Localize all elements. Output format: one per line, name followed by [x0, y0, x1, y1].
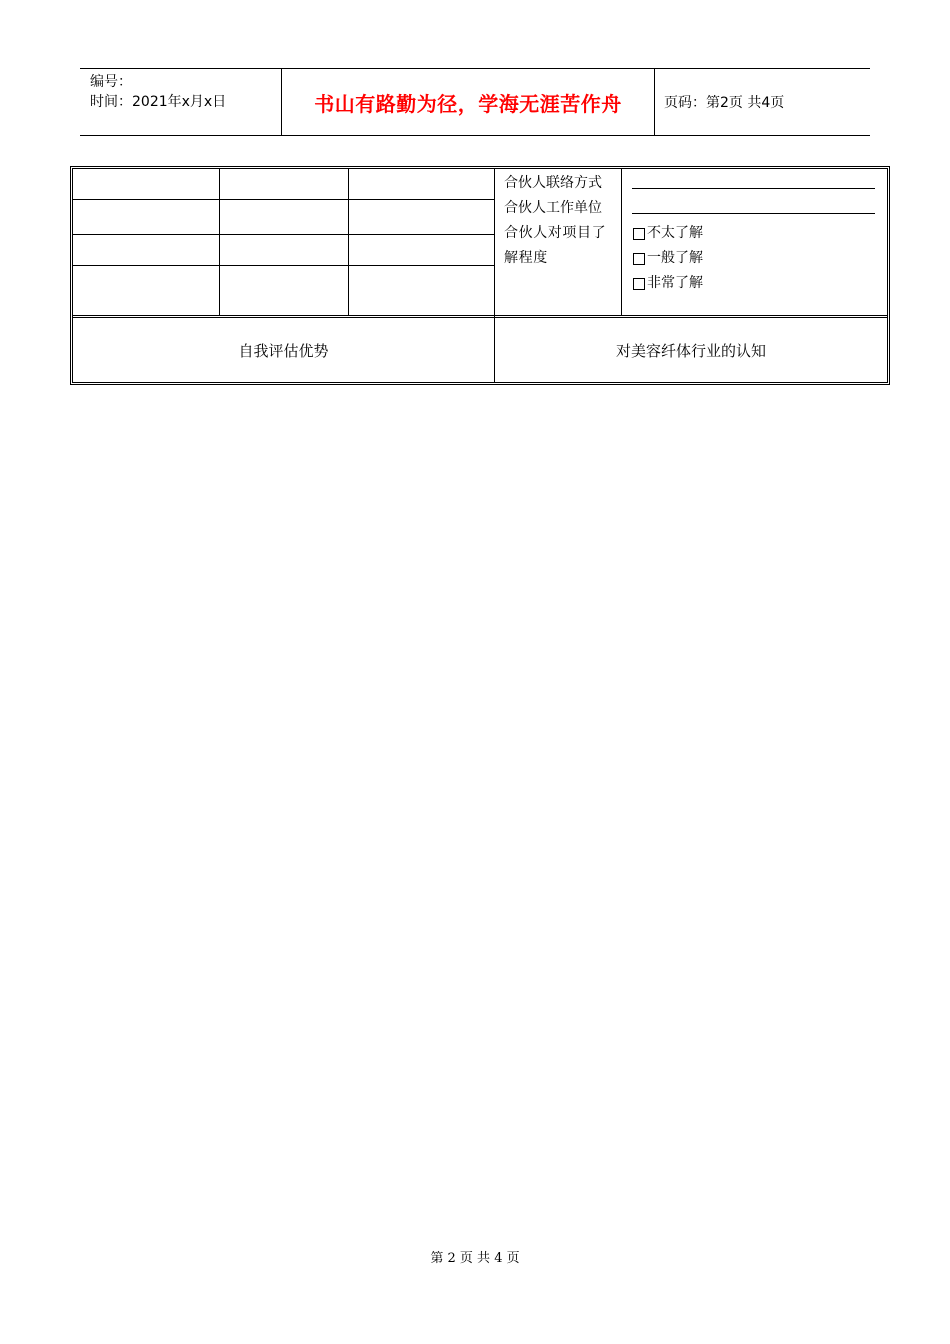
grid-col-line-4	[621, 169, 622, 315]
checkbox-icon[interactable]	[633, 253, 645, 265]
self-assessment-label: 自我评估优势	[238, 341, 329, 360]
blank-cell-r3c3[interactable]	[349, 235, 494, 265]
option-label: 非常了解	[647, 275, 703, 291]
option-somewhat-familiar[interactable]	[633, 246, 703, 271]
page-footer: 第 2 页 共 4 页	[430, 1251, 520, 1266]
page-header	[80, 68, 870, 136]
option-not-familiar[interactable]	[633, 221, 703, 246]
blank-cell-r3c1[interactable]	[73, 235, 219, 265]
checkbox-icon[interactable]	[633, 228, 645, 240]
header-page-info: 页码：第2页 共4页	[664, 95, 785, 111]
blank-cell-r4c3[interactable]	[349, 266, 494, 315]
blank-cell-r3c2[interactable]	[220, 235, 348, 265]
blank-cell-r1c1[interactable]	[73, 169, 219, 199]
blank-cell-r1c3[interactable]	[349, 169, 494, 199]
blank-cell-r2c3[interactable]	[349, 200, 494, 234]
option-label: 一般了解	[647, 250, 703, 266]
blank-cell-r4c2[interactable]	[220, 266, 348, 315]
document-number-label: 编号：	[90, 74, 132, 90]
header-left-block	[90, 72, 226, 112]
blank-cell-r4c1[interactable]	[73, 266, 219, 315]
option-very-familiar[interactable]	[633, 271, 703, 296]
partner-form-table	[70, 166, 890, 385]
blank-cell-r2c2[interactable]	[220, 200, 348, 234]
checkbox-icon[interactable]	[633, 278, 645, 290]
option-label: 不太了解	[647, 225, 703, 241]
industry-knowledge-label: 对美容纤体行业的认知	[615, 341, 766, 360]
partner-contact-label: 合伙人联络方式	[504, 175, 602, 191]
document-date-label: 时间：2021年x月x日	[90, 94, 227, 110]
blank-cell-r2c1[interactable]	[73, 200, 219, 234]
partner-understanding-label	[504, 221, 619, 271]
understanding-options	[633, 221, 703, 296]
partner-understanding-label-line1: 合伙人对项目了	[504, 225, 607, 241]
partner-understanding-label-line2: 解程度	[504, 250, 548, 266]
partner-contact-input-line[interactable]	[632, 188, 875, 189]
partner-work-input-line[interactable]	[632, 213, 875, 214]
partner-work-label: 合伙人工作单位	[504, 200, 602, 216]
header-divider-right	[654, 69, 655, 135]
blank-cell-r1c2[interactable]	[220, 169, 348, 199]
partner-labels	[504, 171, 619, 271]
header-motto: 书山有路勤为径，学海无涯苦作舟	[314, 91, 622, 116]
